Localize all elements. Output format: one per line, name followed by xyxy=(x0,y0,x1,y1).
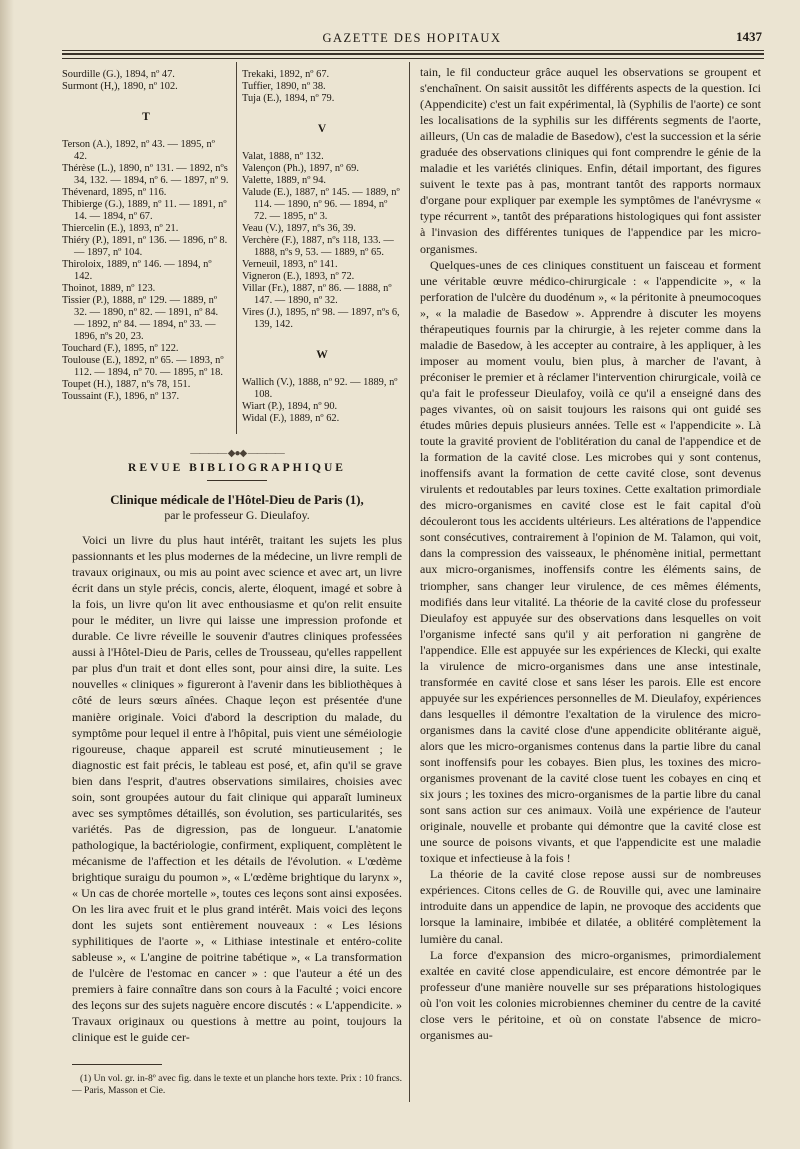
review-body xyxy=(72,532,402,1046)
index-entry: Valençon (Ph.), 1897, nº 69. xyxy=(242,163,359,174)
index-entry: Vigneron (E.), 1893, nº 72. xyxy=(242,271,355,282)
index-entry: Thoinot, 1889, nº 123. xyxy=(62,283,156,294)
index-list-w xyxy=(242,377,402,425)
index-entry: Verneuil, 1893, nº 141. xyxy=(242,259,338,270)
page-number: 1437 xyxy=(736,29,762,44)
index-entry: Thiercelin (E.), 1893, nº 21. xyxy=(62,223,179,234)
header-rule-bottom xyxy=(62,58,764,59)
index-entry: Thibierge (G.), 1889, nº 11. — 1891, nº 14. — 1894, nº 67. xyxy=(62,199,227,222)
index-list-v xyxy=(242,151,402,331)
index-letter-t: T xyxy=(142,111,150,123)
index-letter-v: V xyxy=(317,123,327,135)
index-column-2 xyxy=(242,69,402,425)
section-title-rule xyxy=(207,480,267,481)
header-rule-top xyxy=(62,50,764,51)
index-column-divider xyxy=(236,62,237,434)
header-rule-middle xyxy=(62,53,764,55)
index-column-1 xyxy=(62,69,230,403)
index-entry: Toulouse (E.), 1892, nº 65. — 1893, nº 112. — 1894, nº 70. — 1895, nº 18. xyxy=(62,355,224,378)
index-entry: Vires (J.), 1895, nº 98. — 1897, nºs 6, 139, 142. xyxy=(242,307,400,330)
book-review xyxy=(72,448,402,1097)
index-letter-w: W xyxy=(316,349,328,361)
index-entry: Terson (A.), 1892, nº 43. — 1895, nº 42. xyxy=(62,139,215,162)
book-author: par le professeur G. Dieulafoy. xyxy=(164,508,310,522)
continuation-paragraph: Quelques-unes de ces cliniques constituent un faisceau et forment une véritable œuvre médico-chirurgicale : « l'appendicite », « la perforation de l'ulcère du duodénum », « la péritonite à pneumocoques », « la maladie de Basedow ». Apprendre à discuter les moyens thérapeutiques fournis par la chirurgie, à les rejeter comme dans la maladie de Basedow, à les accepter au contraire, à les appliquer, à les imposer au moment voulu, bien plus, à marcher de l'avant, à préconiser le premier et à réclamer l'intervention chirurgicale, voilà ce qu'a fait le professeur Dieulafoy, voilà ce qu'il a enseigné dans des pages vivantes, où on saisit toujours les raisons qui ont guidé ses études mûries depuis plusieurs années. Telle est « l'appendicite ». Là toute la gravité provient de l'oblitération du canal de l'appendice et de la formation de la cavité close. Les microbes qui y sont contenus, inoffensifs avant la formation de cette cavité close, sont devenus virulents et redoutables par leurs toxines. Cette exaltation primordiale des micro-organismes en cavité close est le fait capital d'où découleront tous les accidents ultérieurs. Les altérations de l'appendice sont consécutives, contrairement à l'opinion de M. Talamon, qui voit, dans la compression des vaisseaux, le phénomène initial, permettant aux micro-organismes, inoffensifs contre les éléments sains, de triompher, sans changer leur virulence, de ces mêmes éléments, modifiés dans leur vitalité. La théorie de la cavité close du professeur Dieulafoy est appuyée sur des observations dans lesquelles on voit l'organisme infecté sans qu'il y ait perforation ni gangrène de l'appendice. Elle est appuyée sur les expériences de Klecki, qui exalte la virulence de micro-organismes dans une anse intestinale, transformée en cavité close et sans léser les parois. Elle est encore appuyée sur les expériences personnelles de M. Dieulafoy, expériences dans lesquelles il démontre l'exaltation de la virulence des micro-organismes dans la cavité close d'une appendicite oblitérante aiguë, alors que les micro-organismes contenus dans la partie libre du canal sont inoffensifs pour les cobayes. Bien plus, les toxines des micro-organismes provenant de la cavité close tuent les cobayes en cinq et six jours ; les toxines des micro-organismes de la partie libre du canal sont sans action sur ces animaux. Voilà une expérience de l'auteur originale, nouvelle et probante qui démontre que la cavité close est une source de poisons vivants, et que l'appendicite est une maladie toxique et infectieuse à la fois ! xyxy=(420,257,761,866)
continuation-paragraph: tain, le fil conducteur grâce auquel les observations se groupent et s'enchaînent. On saisit aussitôt les différents aspects de la question. Ici (Appendicite) c'est un fait expérimental, là (Syphilis de l'aorte) ce sont les localisations de la syphilis sur les différents segments de l'aorte, ailleurs, (Un cas de maladie de Basedow), c'est la succession et la série graduée des observations cliniques qui font comprendre le génie de la maladie et les variétés cliniques. Enfin, détail important, des figures suivent le texte pas à pas, montrant tantôt des rapports normaux d'organe pour expliquer par exemple les symptômes de l'anévrysme « type récurrent », tantôt des préparations histologiques qui font assister à l'invasion des différentes tuniques de l'appendice par les micro-organismes. xyxy=(420,65,761,256)
page-binding-shadow xyxy=(0,0,14,1149)
index-entry: Surmont (H,), 1890, nº 102. xyxy=(62,81,178,92)
journal-title: GAZETTE DES HOPITAUX xyxy=(322,31,502,45)
book-title: Clinique médicale de l'Hôtel-Dieu de Paris (1), xyxy=(110,493,364,507)
review-continuation-column xyxy=(420,64,761,1043)
index-entry: Sourdille (G.), 1894, nº 47. xyxy=(62,69,175,80)
index-entry: Valette, 1889, nº 94. xyxy=(242,175,327,186)
index-entry: Tuja (E.), 1894, nº 79. xyxy=(242,93,335,104)
index-list-t-continued xyxy=(242,69,402,105)
review-paragraph: Voici un livre du plus haut intérêt, traitant les sujets les plus passionnants et les plus modernes de la médecine, un livre rempli de travaux originaux, ou mis au point avec science et avec art, un livre écrit dans un style précis, concis, alerte, éloquent, imagé et sobre à la fois, un livre qu'on lit avec enthousiasme et qu'on relit ensuite pour le méditer, un livre qui laisse une impression profonde et durable. Ce livre réveille le souvenir d'autres cliniques professées aussi à l'Hôtel-Dieu de Paris, celles de Trousseau, qu'elles rappellent par plus d'un trait et dont elles sont, pour ainsi dire, la suite. Les nouvelles « cliniques » figureront à l'avenir dans les bibliothèques à côté de leurs sœurs aînées. Chaque leçon est présentée d'une manière originale. Voici d'abord la description du malade, du symptôme pour lequel il entre à l'hôpital, puis vient une séméiologie rigoureuse, chaque appareil est scruté minutieusement ; le diagnostic est fait précis, le tableau est posé, et, afin qu'il se grave bien dans l'esprit, d'autres observations similaires, choisies avec soin, sont groupées autour du fait clinique qui apparaît lumineux avec ses symptômes détaillés, son évolution, ses particularités, ses variétés. Pas de digression, pas de longueur. L'anatomie pathologique, la bactériologie, confirment, expliquent, complètent le mécanisme de l'affection et les détails de l'évolution. « L'œdème brightique suraigu du poumon », « L'œdème brightique du larynx », « Un cas de chorée mortelle », toutes ces leçons sont ainsi exposées. On les lira avec fruit et le plus grand intérêt. Mais voici des leçons dont les sujets sont entièrement nouveaux : « Les lésions syphilitiques de l'aorte », « Lithiase intestinale et entéro-colite sableuse », « L'angine de poitrine tabétique », « La transformation de l'ulcère de l'estomac en cancer » : que l'auteur a été un des premiers à faire connaître dans son cours à la Faculté ; voici encore des leçons sur des sujets naguère encore discutés : « L'appendicite. » Travaux originaux ou questions à mettre au point, toujours la clinique est le guide cer- xyxy=(72,533,402,1045)
index-entry: Wiart (P.), 1894, nº 90. xyxy=(242,401,338,412)
index-entry: Thiéry (P.), 1891, nº 136. — 1896, nº 8. — 1897, nº 104. xyxy=(62,235,228,258)
index-entry: Thérèse (L.), 1890, nº 131. — 1892, nºs 34, 132. — 1894, nº 6. — 1897, nº 9. xyxy=(62,163,229,186)
index-entry: Trekaki, 1892, nº 67. xyxy=(242,69,330,80)
index-entry: Toussaint (F.), 1896, nº 137. xyxy=(62,391,180,402)
footnote-rule xyxy=(72,1064,162,1065)
continuation-paragraph: La théorie de la cavité close repose aussi sur de nombreuses expériences. Citons celles de G. de Rouville qui, avec une laminaire introduite dans un appendice de lapin, ne provoque des accidents que lorsque la laminaire, imbibée et dilatée, a oblitéré complètement la lumière du canal. xyxy=(420,867,761,946)
index-entry: Touchard (F.), 1895, nº 122. xyxy=(62,343,179,354)
page-header xyxy=(62,26,762,48)
index-entry: Veau (V.), 1897, nºs 36, 39. xyxy=(242,223,356,234)
index-entry: Thiroloix, 1889, nº 146. — 1894, nº 142. xyxy=(62,259,212,282)
index-entry: Thévenard, 1895, nº 116. xyxy=(62,187,167,198)
index-entry: Valude (E.), 1887, nº 145. — 1889, nº 114. — 1890, nº 96. — 1894, nº 72. — 1895, nº 3. xyxy=(242,187,400,222)
index-entry: Tuffier, 1890, nº 38. xyxy=(242,81,326,92)
section-title: REVUE BIBLIOGRAPHIQUE xyxy=(128,462,346,474)
column-divider xyxy=(409,62,410,1102)
continuation-paragraph: La force d'expansion des micro-organismes, primordialement exaltée en cavité close appendiculaire, est encore démontrée par le professeur d'une manière nouvelle sur ses préparations histologiques où l'on voit les colonies microbiennes cheminer du centre de la cavité close vers le péritoine, et où on constate l'absence de micro-organismes au- xyxy=(420,947,761,1042)
index-entry: Wallich (V.), 1888, nº 92. — 1889, nº 108. xyxy=(242,377,398,400)
index-list-s xyxy=(62,69,230,93)
index-entry: Villar (Fr.), 1887, nº 86. — 1888, nº 147. — 1890, nº 32. xyxy=(242,283,392,306)
index-entry: Valat, 1888, nº 132. xyxy=(242,151,324,162)
index-entry: Toupet (H.), 1887, nºs 78, 151. xyxy=(62,379,191,390)
ornamental-divider: ———— ◆●◆ ———— xyxy=(190,448,284,459)
index-entry: Verchère (F.), 1887, nºs 118, 133. — 1888, nºs 9, 53. — 1889, nº 65. xyxy=(242,235,394,258)
index-list-t xyxy=(62,139,230,403)
index-entry: Tissier (P.), 1888, nº 129. — 1889, nº 32. — 1890, nº 82. — 1891, nº 84. — 1892, nº 84. — 1894, nº 33. — 1896, nºs 20, 23. xyxy=(62,295,219,342)
index-entry: Widal (F.), 1889, nº 62. xyxy=(242,413,340,424)
footnote: (1) Un vol. gr. in-8º avec fig. dans le texte et un planche hors texte. Prix : 10 francs. — Paris, Masson et Cie. xyxy=(72,1072,402,1096)
